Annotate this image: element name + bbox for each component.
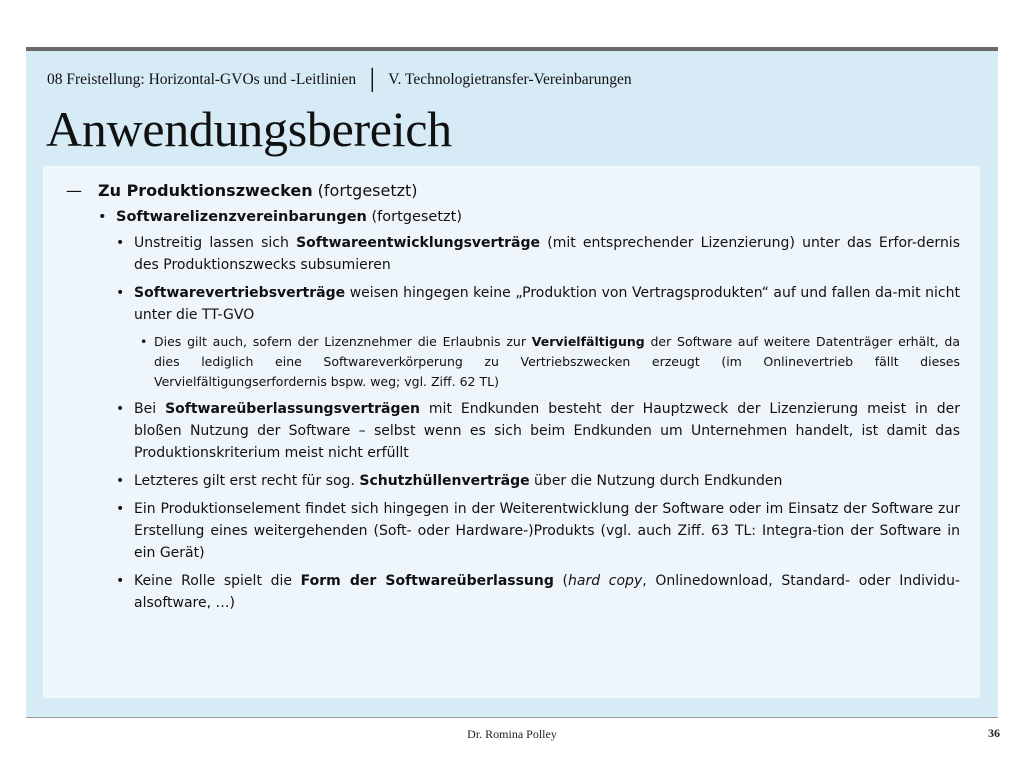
item-text: mit Endkunden besteht der Hauptzweck der Lizenzierung meist in der bloßen Nutzung der Software – selbst wenn es sich beim Endkunden um Unternehmen handelt, ist damit das Produktionskriterium meist nicht erfüllt: [134, 401, 960, 461]
bullet-marker: •: [116, 235, 125, 251]
item-text: Dies gilt auch, sofern der Lizenznehmer die Erlaubnis zur: [154, 334, 532, 349]
item-italic: hard copy: [568, 573, 643, 589]
item-text: , Onlinedownload, Standard- oder Individu-alsoftware, …): [134, 573, 960, 611]
item-bold: Softwarevertriebsverträge: [134, 285, 346, 301]
footer-author: Dr. Romina Polley: [467, 727, 557, 741]
bullet-marker: •: [116, 285, 125, 301]
heading-bold: Zu Produktionszwecken: [98, 181, 313, 200]
bullet-marker: •: [116, 501, 125, 517]
subheading-rest: (fortgesetzt): [366, 209, 462, 225]
item-bold: Softwareüberlassungsverträgen: [165, 401, 420, 417]
heading-level1: [66, 180, 960, 202]
item-text: über die Nutzung durch Endkunden: [529, 473, 783, 489]
list-item: [116, 232, 960, 276]
section-label: 08 Freistellung: Horizontal-GVOs und -Leitlinien: [47, 71, 357, 88]
item-bold: Schutzhüllenverträge: [359, 473, 530, 489]
heading-rest: (fortgesetzt): [312, 181, 418, 200]
item-text: Keine Rolle spielt die: [134, 573, 301, 589]
item-text: (: [553, 573, 569, 589]
item-bold: Vervielfältigung: [531, 334, 645, 349]
chapter-label: V. Technologietransfer-Vereinbarungen: [388, 71, 632, 88]
list-subitem: [140, 332, 960, 392]
item-text: der Software auf weitere Datenträger erhält, da dies lediglich eine Softwareverkörperung zu Vertriebszwecken erzeugt (im Onlinevertrieb fällt dieses Vervielfältigungserfordernis bspw. weg; vgl. Ziff. 62 TL): [154, 334, 960, 389]
footer-rule: [26, 717, 998, 718]
section-breadcrumb: [47, 71, 632, 89]
item-text: Unstreitig lassen sich: [134, 235, 297, 251]
dash-marker: —: [66, 181, 82, 200]
item-text: weisen hingegen keine „Produktion von Vertragsprodukten“ auf und fallen da-mit nicht unter die TT-GVO: [134, 285, 960, 323]
subheading-bold: Softwarelizenzvereinbarungen: [116, 209, 367, 225]
item-text: Letzteres gilt erst recht für sog.: [134, 473, 360, 489]
bullet-marker: •: [116, 573, 125, 589]
item-text: (mit entsprechender Lizenzierung) unter das Erfor-dernis des Produktionszwecks subsumieren: [134, 235, 960, 273]
bullet-marker: •: [116, 473, 125, 489]
list-item: [116, 398, 960, 464]
item-bold: Softwareentwicklungsverträge: [296, 235, 541, 251]
bullet-marker: •: [140, 334, 148, 349]
item-text: Bei: [134, 401, 166, 417]
bullet-marker: •: [98, 209, 107, 225]
list-item: [116, 570, 960, 614]
heading-level2: [98, 206, 960, 228]
page-number: 36: [988, 726, 1000, 740]
content-body: [66, 180, 960, 620]
bullet-marker: •: [116, 401, 125, 417]
list-item: [116, 498, 960, 564]
page-title: Anwendungsbereich: [46, 101, 452, 157]
list-item: [116, 282, 960, 326]
item-bold: Form der Softwareüberlassung: [300, 573, 554, 589]
breadcrumb-separator: │: [365, 69, 380, 91]
item-text: Ein Produktionselement findet sich hingegen in der Weiterentwicklung der Software oder im Einsatz der Software zur Erstellung eines weitergehenden (Soft- oder Hardware-)Produkts (vgl. auch Ziff. 63 TL: Integra-tion der Software in ein Gerät): [134, 501, 960, 561]
list-item: [116, 470, 960, 492]
